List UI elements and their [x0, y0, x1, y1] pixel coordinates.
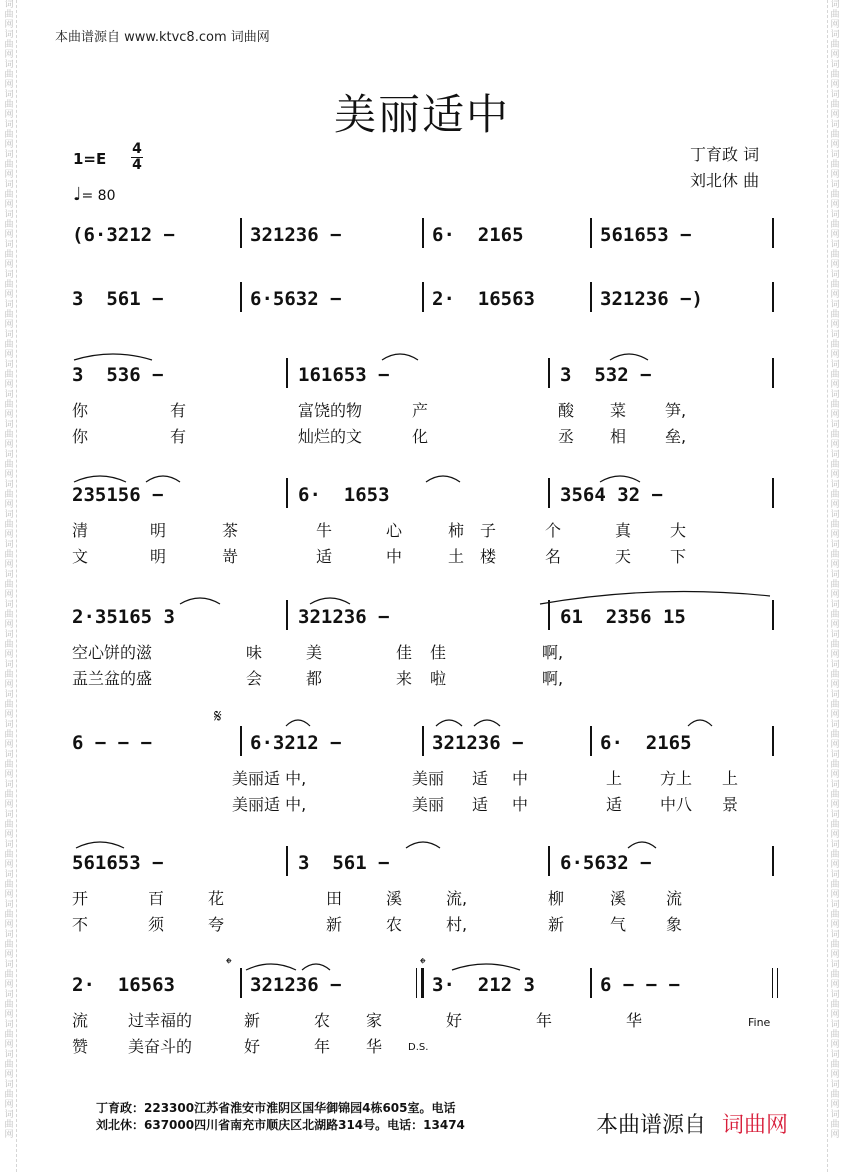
barline [590, 968, 592, 998]
lyric-syllable: 适 [472, 769, 489, 788]
lyric-syllable: 农 [314, 1011, 331, 1030]
measure: 6·3212 − [250, 732, 342, 754]
measure: 6·5632 − [250, 288, 342, 310]
lyric-syllable: 笋, [665, 401, 687, 420]
notation-row [0, 364, 844, 390]
lyric-syllable: 中 [386, 547, 403, 566]
lyric-syllable: 美丽适 中, [232, 795, 307, 814]
barline [772, 478, 774, 508]
notation-row [0, 484, 844, 510]
lyric-syllable: 天 [615, 547, 632, 566]
lyric-syllable: 来 [396, 669, 413, 688]
lyric-syllable: 流 [666, 889, 683, 908]
barline [240, 968, 242, 998]
lyric-syllable: 牛 [316, 521, 333, 540]
lyric-syllable: 美 [306, 643, 323, 662]
lyric-syllable: 适 [472, 795, 489, 814]
slur [146, 476, 180, 482]
slur [246, 964, 296, 970]
lyric-syllable: 中 [512, 795, 529, 814]
lyric-syllable: 华 [366, 1037, 383, 1056]
notation-row [0, 606, 844, 632]
tempo-value: = 80 [81, 188, 116, 204]
lyric-syllable: 新 [548, 915, 565, 934]
lyric-syllable: 须 [148, 915, 165, 934]
lyric-syllable: 明 [150, 547, 167, 566]
lyric-syllable: 年 [536, 1011, 553, 1030]
lyric-syllable: 中 [512, 769, 529, 788]
lyric-syllable: 啦 [430, 669, 447, 688]
lyric-syllable: 好 [446, 1011, 463, 1030]
slur [74, 476, 126, 482]
lyric-syllable: 子 [480, 521, 497, 540]
slur [426, 476, 460, 482]
measure: 3 536 − [72, 364, 164, 386]
segno-icon: 𝄋 [214, 706, 222, 727]
time-signature-top: 4 [132, 141, 142, 157]
site-header: 本曲谱源自 www.ktvc8.com 词曲网 [55, 30, 270, 45]
slur [688, 720, 712, 726]
lyric-syllable: 年 [314, 1037, 331, 1056]
measure: 321236 −) [600, 288, 703, 310]
measure: 2· 16563 [72, 974, 175, 996]
lyric-syllable: 楼 [480, 547, 497, 566]
barline [240, 218, 242, 248]
barline [240, 282, 242, 312]
lyric-syllable: 清 [72, 521, 89, 540]
footer-contacts [96, 1100, 465, 1134]
slur [382, 354, 418, 360]
lyric-syllable: 夸 [208, 915, 225, 934]
lyric-syllable: 适 [606, 795, 623, 814]
barline [548, 600, 550, 630]
lyric-syllable: 流 [72, 1011, 89, 1030]
lyric-syllable: 家 [366, 1011, 383, 1030]
lyric-syllable: 农 [386, 915, 403, 934]
measure: 321236 − [250, 224, 342, 246]
measure: 561653 − [600, 224, 692, 246]
lyric-syllable: 心 [386, 521, 403, 540]
notation-row [0, 852, 844, 878]
barline [286, 358, 288, 388]
barline [422, 726, 424, 756]
lyric-syllable: 酸 [558, 401, 575, 420]
measure: (6·3212 − [72, 224, 175, 246]
lyric-syllable: 中八 [660, 795, 693, 814]
measure: 6· 2165 [432, 224, 524, 246]
lyric-syllable: 新 [244, 1011, 261, 1030]
lyric-syllable: 味 [246, 643, 263, 662]
slur [302, 964, 330, 970]
lyric-syllable: 嵜 [222, 547, 239, 566]
barline [422, 218, 424, 248]
lyric-syllable: 丞 [558, 427, 575, 446]
lyric-syllable: 象 [666, 915, 683, 934]
lyric-syllable: 柳 [548, 889, 565, 908]
barline [422, 282, 424, 312]
measure: 3 532 − [560, 364, 652, 386]
lyric-syllable: 你 [72, 401, 89, 420]
barline [772, 726, 774, 756]
slur [436, 720, 462, 726]
tempo-marking [73, 184, 116, 205]
lyric-syllable: 真 [615, 521, 632, 540]
brand-right: 词曲网 [721, 1113, 788, 1138]
lyric-syllable: 气 [610, 915, 627, 934]
measure: 6· 1653 [298, 484, 390, 506]
lyric-syllable: 你 [72, 427, 89, 446]
lyric-syllable: 明 [150, 521, 167, 540]
lyric-syllable: 产 [412, 401, 429, 420]
slur [540, 592, 770, 605]
key-signature: 1=E [73, 150, 107, 168]
lyric-syllable: 溪 [386, 889, 403, 908]
lyric-syllable: 柿 [448, 521, 465, 540]
slur [310, 598, 350, 604]
lyric-syllable: 过幸福的 [128, 1011, 193, 1030]
barline [548, 358, 550, 388]
measure: 2·35165 3 [72, 606, 175, 628]
footer-line-2: 刘北休：637000四川省南充市顺庆区北湖路314号。电话：13474 [96, 1118, 465, 1132]
lyric-syllable: 个 [545, 521, 562, 540]
lyric-syllable: 百 [148, 889, 165, 908]
watermark-right: 词曲网词曲网词曲网词曲网词曲网词曲网词曲网词曲网词曲网词曲网词曲网词曲网词曲网词曲网词曲网词曲网词曲网词曲网词曲网词曲网词曲网词曲网词曲网词曲网词曲网词曲网词曲网词曲网词曲网词曲网词曲网词曲网词曲网词曲网词曲网词曲网词曲网词曲网 [827, 0, 842, 1172]
lyric-syllable: 美丽适 中, [232, 769, 307, 788]
lyric-syllable: 茶 [222, 521, 239, 540]
lyric-syllable: 美奋斗的 [128, 1037, 193, 1056]
measure: 3 561 − [72, 288, 164, 310]
barline [590, 726, 592, 756]
measure: 6 − − − [600, 974, 681, 996]
lyric-syllable: 文 [72, 547, 89, 566]
lyricist: 丁育政 词 [690, 145, 760, 164]
watermark-left: 词曲网词曲网词曲网词曲网词曲网词曲网词曲网词曲网词曲网词曲网词曲网词曲网词曲网词曲网词曲网词曲网词曲网词曲网词曲网词曲网词曲网词曲网词曲网词曲网词曲网词曲网词曲网词曲网词曲网词曲网词曲网词曲网词曲网词曲网词曲网词曲网词曲网词曲网 [2, 0, 17, 1172]
composer: 刘北休 曲 [690, 171, 760, 190]
lyric-syllable: 溪 [610, 889, 627, 908]
lyric-syllable: 美丽 [412, 795, 445, 814]
measure: 3564 32 − [560, 484, 663, 506]
barline [590, 218, 592, 248]
barline [772, 968, 778, 998]
coda-icon-2: 𝄌 [420, 954, 426, 973]
barline [772, 600, 774, 630]
barline [286, 600, 288, 630]
lyric-syllable: 好 [244, 1037, 261, 1056]
lyric-syllable: 下 [670, 547, 687, 566]
slur [180, 598, 220, 604]
time-signature [131, 142, 143, 173]
measure: 6 − − − [72, 732, 153, 754]
barline [772, 218, 774, 248]
slur [474, 720, 500, 726]
barline [240, 726, 242, 756]
measure: 2· 16563 [432, 288, 535, 310]
lyric-syllable: 富饶的物 [298, 401, 363, 420]
lyric-syllable: 相 [610, 427, 627, 446]
lyric-syllable: 花 [208, 889, 225, 908]
measure: 6· 2165 [600, 732, 692, 754]
lyric-syllable: 开 [72, 889, 89, 908]
lyric-syllable: 有 [170, 401, 187, 420]
lyric-syllable: 美丽 [412, 769, 445, 788]
barline [286, 846, 288, 876]
coda-icon: 𝄌 [226, 954, 232, 973]
lyric-syllable: 灿烂的文 [298, 427, 363, 446]
measure: 321236 − [432, 732, 524, 754]
measure: 6·5632 − [560, 852, 652, 874]
quarter-note-icon: ♩ [73, 184, 82, 205]
lyric-syllable: 新 [326, 915, 343, 934]
lyric-syllable: 菜 [610, 401, 627, 420]
slur [610, 354, 648, 360]
lyric-syllable: 大 [670, 521, 687, 540]
lyric-syllable: 适 [316, 547, 333, 566]
slur [452, 964, 520, 970]
lyric-syllable: 会 [246, 669, 263, 688]
slur [74, 354, 152, 360]
lyric-syllable: 垒, [665, 427, 687, 446]
barline [590, 282, 592, 312]
lyric-syllable: 名 [545, 547, 562, 566]
credits [690, 142, 759, 194]
slur [76, 842, 124, 848]
barline [286, 478, 288, 508]
footer-brand [596, 1108, 788, 1139]
measure: 321236 − [250, 974, 342, 996]
time-signature-bottom: 4 [132, 157, 142, 173]
lyric-syllable: 华 [626, 1011, 643, 1030]
page-title: 美丽适中 [333, 90, 510, 139]
lyric-syllable: 佳 [430, 643, 447, 662]
lyric-syllable: 赞 [72, 1037, 89, 1056]
measure: 3 561 − [298, 852, 390, 874]
measure: 235156 − [72, 484, 164, 506]
barline [772, 282, 774, 312]
measure: 61 2356 15 [560, 606, 686, 628]
footer-line-1: 丁育政：223300江苏省淮安市淮阴区国华御锦园4栋605室。电话 [96, 1101, 456, 1115]
measure: 321236 − [298, 606, 390, 628]
lyric-syllable: 上 [606, 769, 623, 788]
lyric-syllable: 啊, [542, 669, 564, 688]
barline [548, 478, 550, 508]
lyric-syllable: 村, [446, 915, 468, 934]
ds-marking: D.S. [408, 1042, 429, 1053]
lyric-syllable: 盂兰盆的盛 [72, 669, 153, 688]
lyric-syllable: 化 [412, 427, 429, 446]
lyric-syllable: 有 [170, 427, 187, 446]
lyric-syllable: 啊, [542, 643, 564, 662]
slur [600, 476, 640, 482]
lyric-syllable: 不 [72, 915, 89, 934]
lyric-syllable: 土 [448, 547, 465, 566]
lyric-syllable: 佳 [396, 643, 413, 662]
slur [286, 720, 310, 726]
lyric-syllable: 都 [306, 669, 323, 688]
lyric-syllable: 流, [446, 889, 468, 908]
slur [628, 842, 656, 848]
lyric-syllable: 上 [722, 769, 739, 788]
measure: 561653 − [72, 852, 164, 874]
measure: 3· 212 3 [432, 974, 535, 996]
barline [548, 846, 550, 876]
slur [406, 842, 440, 848]
measure: 161653 − [298, 364, 390, 386]
fine-marking: Fine [748, 1016, 771, 1029]
lyric-syllable: 方上 [660, 769, 693, 788]
barline [772, 846, 774, 876]
barline [772, 358, 774, 388]
brand-left: 本曲谱源自 [595, 1113, 706, 1138]
lyric-syllable: 空心饼的滋 [72, 643, 153, 662]
lyric-syllable: 田 [326, 889, 343, 908]
lyric-syllable: 景 [722, 795, 739, 814]
